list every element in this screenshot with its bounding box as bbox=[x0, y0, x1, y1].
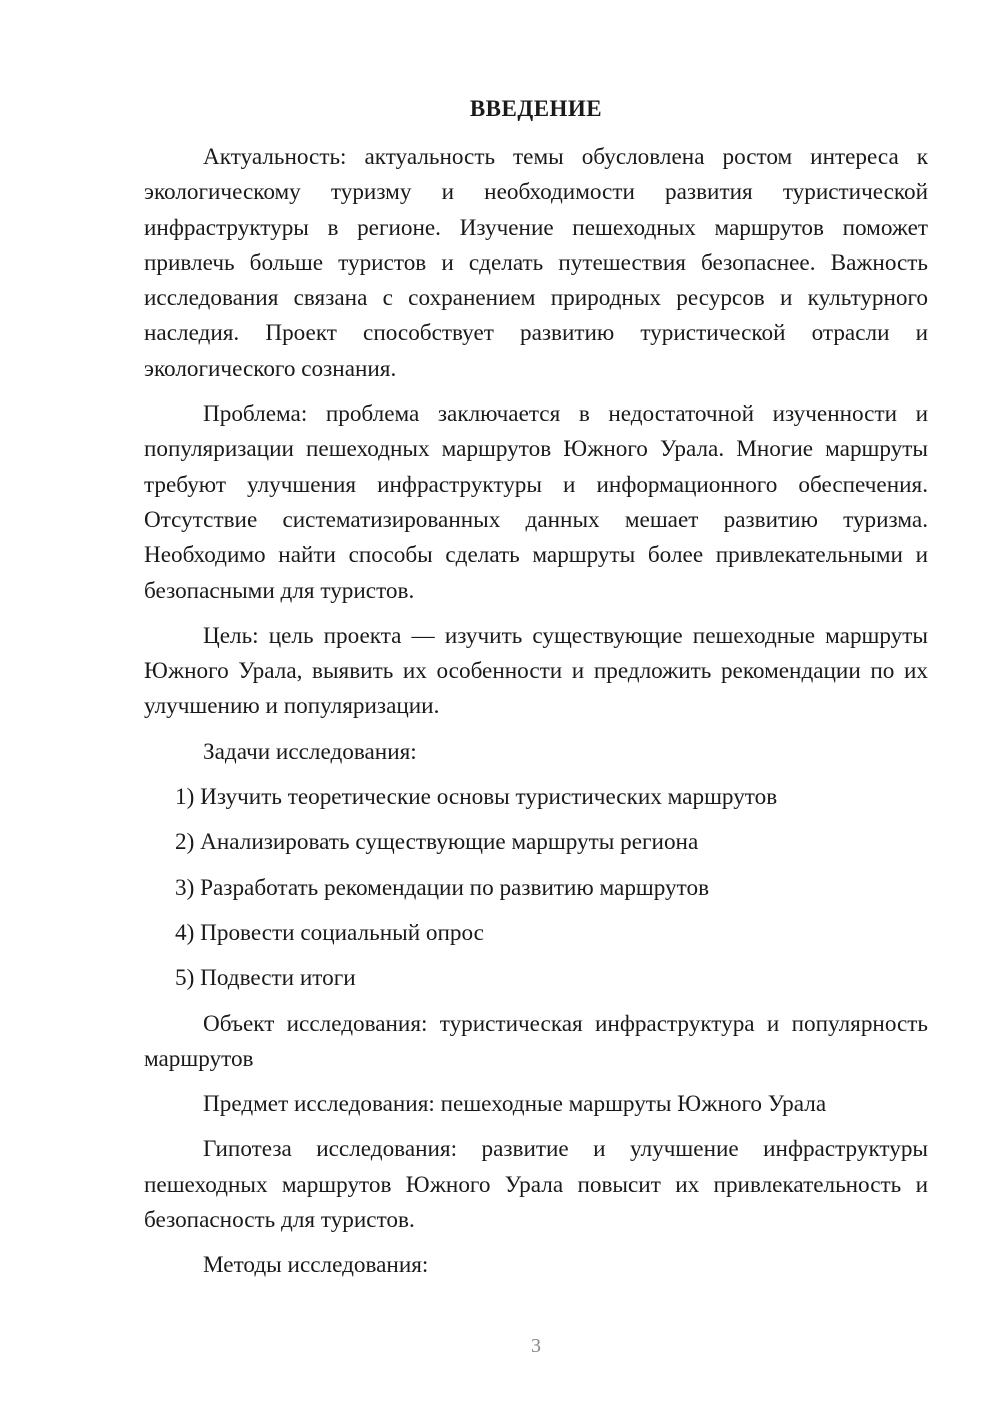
tasks-list bbox=[144, 780, 928, 996]
task-item: 5) Подвести итоги bbox=[175, 965, 356, 992]
object-paragraph: Объект исследования: туристическая инфраструктура и популярность маршрутов bbox=[144, 1010, 928, 1072]
page-number: 3 bbox=[531, 1335, 541, 1357]
relevance-paragraph: Актуальность: актуальность темы обусловлена ростом интереса к экологическому туризму и необходимости развития туристической инфраструктуры в регионе. Изучение пешеходных маршрутов поможет привлечь больше туристов и сделать путешествия безопаснее. Важность исследования связана с сохранением природных ресурсов и культурного наследия. Проект способствует развитию туристической отрасли и экологического сознания. bbox=[144, 144, 928, 382]
subject-paragraph: Предмет исследования: пешеходные маршруты Южного Урала bbox=[203, 1091, 827, 1118]
task-item: 4) Провести социальный опрос bbox=[175, 919, 484, 946]
task-item: 1) Изучить теоретические основы туристических маршрутов bbox=[175, 784, 778, 811]
section-body bbox=[144, 140, 928, 1294]
tasks-heading: Задачи исследования: bbox=[203, 738, 417, 765]
methods-heading: Методы исследования: bbox=[203, 1252, 429, 1279]
goal-paragraph: Цель: цель проекта — изучить существующие пешеходные маршруты Южного Урала, выявить их особенности и предложить рекомендации по их улучшению и популяризации. bbox=[144, 622, 928, 720]
section-title: ВВЕДЕНИЕ bbox=[469, 96, 603, 121]
hypothesis-paragraph: Гипотеза исследования: развитие и улучшение инфраструктуры пешеходных маршрутов Южного Урала повысит их привлекательность и безопасность для туристов. bbox=[144, 1136, 928, 1234]
problem-paragraph: Проблема: проблема заключается в недостаточной изученности и популяризации пешеходных маршрутов Южного Урала. Многие маршруты требуют улучшения инфраструктуры и информационного обеспечения. Отсутствие систематизированных данных мешает развитию туризма. Необходимо найти способы сделать маршруты более привлекательными и безопасными для туристов. bbox=[144, 401, 928, 604]
task-item: 3) Разработать рекомендации по развитию маршрутов bbox=[175, 874, 710, 901]
task-item: 2) Анализировать существующие маршруты региона bbox=[175, 829, 699, 856]
